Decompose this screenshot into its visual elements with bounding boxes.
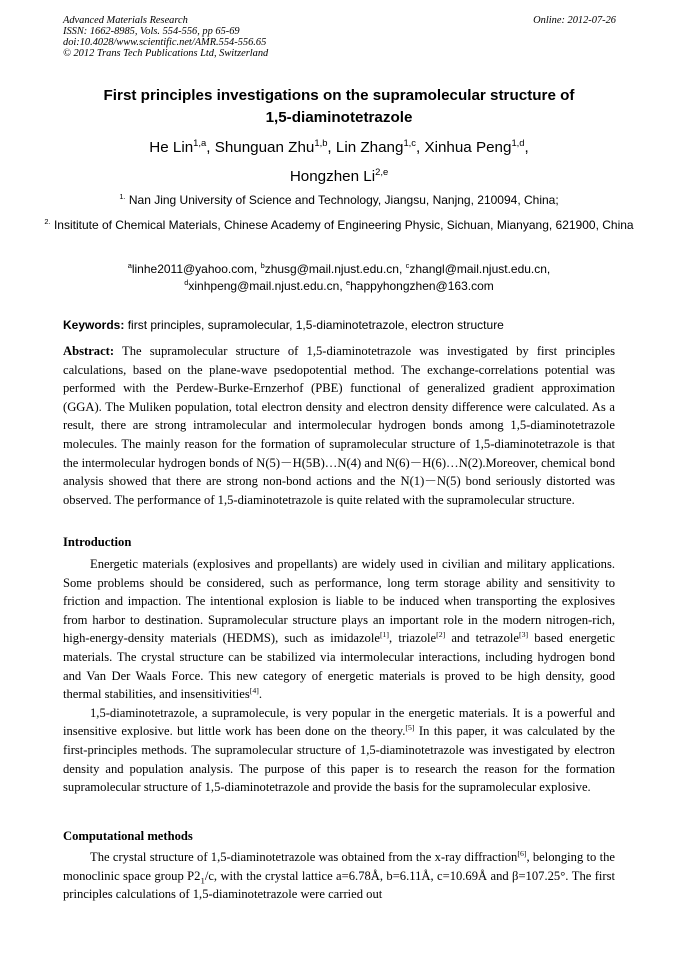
author-name: He Lin	[149, 139, 194, 156]
paragraph-text: , triazole	[389, 631, 437, 646]
citation-ref[interactable]: [1]	[379, 630, 390, 640]
citation-ref[interactable]: [4]	[249, 685, 259, 695]
abstract-label: Abstract:	[63, 344, 115, 358]
abstract-text: The supramolecular structure of 1,5-diaminotetrazole was investigated by first principles calculations, based on the plane-wave psedopotential method. The exchange-correlations potential was performed with the Perdew-Burke-Ernzerhof (PBE) functional of generalized gradient approximation (GGA). The Muliken population, total electron density and electron density difference were calculated. As a result, there are strong intramolecular and intermolecular hydrogen bonds among 1,5-diaminotetrazole molecules. The mainly reason for the formation of supramolecular structure of 1,5-diaminotetrazole is that the intermolecular hydrogen bonds of N(5)－H(5B)…N(4) and N(6)－H(6)…N(2).Moreover, chemical bond analysis showed that there are strong non-bond actions and the N(1)－N(5) bond seriously distorted was observed. The performance of 1,5-diaminotetrazole is quite related with the supramolecular structure.	[63, 344, 615, 507]
author-emails	[40, 261, 638, 295]
affiliation-text: Nan Jing University of Science and Technology, Jiangsu, Nanjng, 210094, China;	[125, 193, 559, 207]
journal-issn: ISSN: 1662-8985, Vols. 554-556, pp 65-69	[63, 26, 240, 37]
journal-name: Advanced Materials Research	[63, 15, 188, 26]
introduction-heading: Introduction	[63, 535, 132, 549]
author-name: Lin Zhang	[335, 139, 404, 156]
online-date: Online: 2012-07-26	[533, 15, 616, 26]
paragraph-text: .	[258, 687, 263, 702]
email-link[interactable]: xinhpeng@mail.njust.edu.cn,	[188, 279, 346, 293]
author-name: Hongzhen Li	[289, 168, 376, 185]
paper-title	[0, 85, 678, 129]
email-link[interactable]: zhusg@mail.njust.edu.cn,	[264, 262, 406, 276]
computational-methods-heading: Computational methods	[63, 829, 193, 843]
author-affil-mark: 1,c	[403, 136, 416, 148]
paragraph-text: , belonging to the monoclinic space group P2	[63, 850, 615, 883]
author-affil-mark: 1,a	[193, 136, 207, 148]
affiliation-2	[40, 216, 638, 235]
affiliation-1	[40, 191, 638, 210]
author-name: Shunguan Zhu	[214, 139, 315, 156]
email-mark: a	[127, 261, 132, 270]
email-link[interactable]: linhe2011@yahoo.com,	[131, 262, 261, 276]
computational-methods-body	[63, 848, 615, 904]
citation-ref[interactable]: [6]	[517, 848, 527, 858]
introduction-paragraph-1	[63, 555, 615, 704]
paragraph-text: In this paper, it was calculated by the first-principles methods. The supramolecular structure of 1,5-diaminotetrazole was investigated by electron density and population analysis. The purpose of this paper is to research the reason for the formation supramolecular structure of 1,5-diaminotetrazole and provide the basis for the supramolecular explosive.	[63, 724, 615, 795]
abstract	[63, 342, 615, 509]
paragraph-text: The crystal structure of 1,5-diaminotetrazole was obtained from the x-ray diffraction	[90, 850, 518, 864]
citation-ref[interactable]: [2]	[436, 630, 446, 640]
email-mark: b	[260, 261, 265, 270]
title-line-1: First principles investigations on the supramolecular structure of	[103, 87, 575, 104]
computational-paragraph-1	[63, 848, 615, 904]
author-affil-mark: 2,e	[375, 165, 389, 177]
keywords	[63, 317, 615, 333]
subscript: 1	[200, 875, 205, 886]
title-line-2: 1,5-diaminotetrazole	[265, 109, 413, 126]
affiliation-text: Insititute of Chemical Materials, Chinese Academy of Engineering Physic, Sichuan, Mianyang, 621900, China	[50, 218, 634, 232]
email-mark: c	[405, 261, 410, 270]
author-name: Xinhua Peng	[424, 139, 512, 156]
journal-header	[63, 15, 268, 59]
citation-ref[interactable]: [3]	[519, 630, 529, 640]
paragraph-text: and tetrazole	[445, 631, 520, 646]
author-affil-mark: 1,d	[511, 136, 525, 148]
author-affil-mark: 1,b	[314, 136, 328, 148]
journal-copyright: © 2012 Trans Tech Publications Ltd, Switzerland	[63, 48, 269, 59]
paragraph-text: /c, with the crystal lattice a=6.78Å, b=6.11Å, c=10.69Å and β=107.25°. The first principles calculations of 1,5-diaminotetrazole were carried out	[63, 868, 615, 902]
paragraph-text: 1,5-diaminotetrazole, a supramolecule, is very popular in the energetic materials. It is a powerful and insensitive explosive. but little work has been done on the theory.	[63, 705, 615, 739]
introduction-paragraph-2	[63, 704, 615, 797]
paragraph-text: Energetic materials (explosives and propellants) are widely used in civilian and military applications. Some problems should be considered, such as performance, long term storage ability and sensitivity to friction and impaction. The intentional explosion is liable to be induced when transporting the explosives from harbor to destination. Supramolecular structure plays an important role in the modern nitrogen-rich, high-energy-density materials (HEDMS), such as imidazole	[63, 557, 615, 646]
affiliation-mark: 1.	[119, 192, 126, 201]
introduction-body	[63, 555, 615, 797]
journal-doi: doi:10.4028/www.scientific.net/AMR.554-556.65	[63, 37, 267, 48]
keywords-label: Keywords:	[63, 318, 125, 332]
email-link[interactable]: happyhongzhen@163.com	[350, 279, 494, 293]
email-mark: d	[184, 278, 189, 287]
citation-ref[interactable]: [5]	[405, 723, 415, 733]
email-link[interactable]: zhangl@mail.njust.edu.cn,	[409, 262, 551, 276]
email-mark: e	[345, 278, 351, 287]
affiliation-mark: 2.	[44, 217, 51, 226]
keywords-text: first principles, supramolecular, 1,5-diaminotetrazole, electron structure	[124, 318, 504, 332]
paragraph-text: based energetic materials. The crystal structure can be stabilized via intermolecular interactions, including hydrogen bond and Van Der Waals Force. This new category of energetic materials is proved to be high density, good thermal stabilities, and insensitivities	[63, 631, 615, 702]
author-list: He Lin$^{1,a}$, Shunguan Zhu$^{1,b}$, Lin Zhang$^{1,c}$, Xinhua Peng$^{1,d}$, Hongzhen Li$^{2,e}$	[149, 136, 529, 185]
